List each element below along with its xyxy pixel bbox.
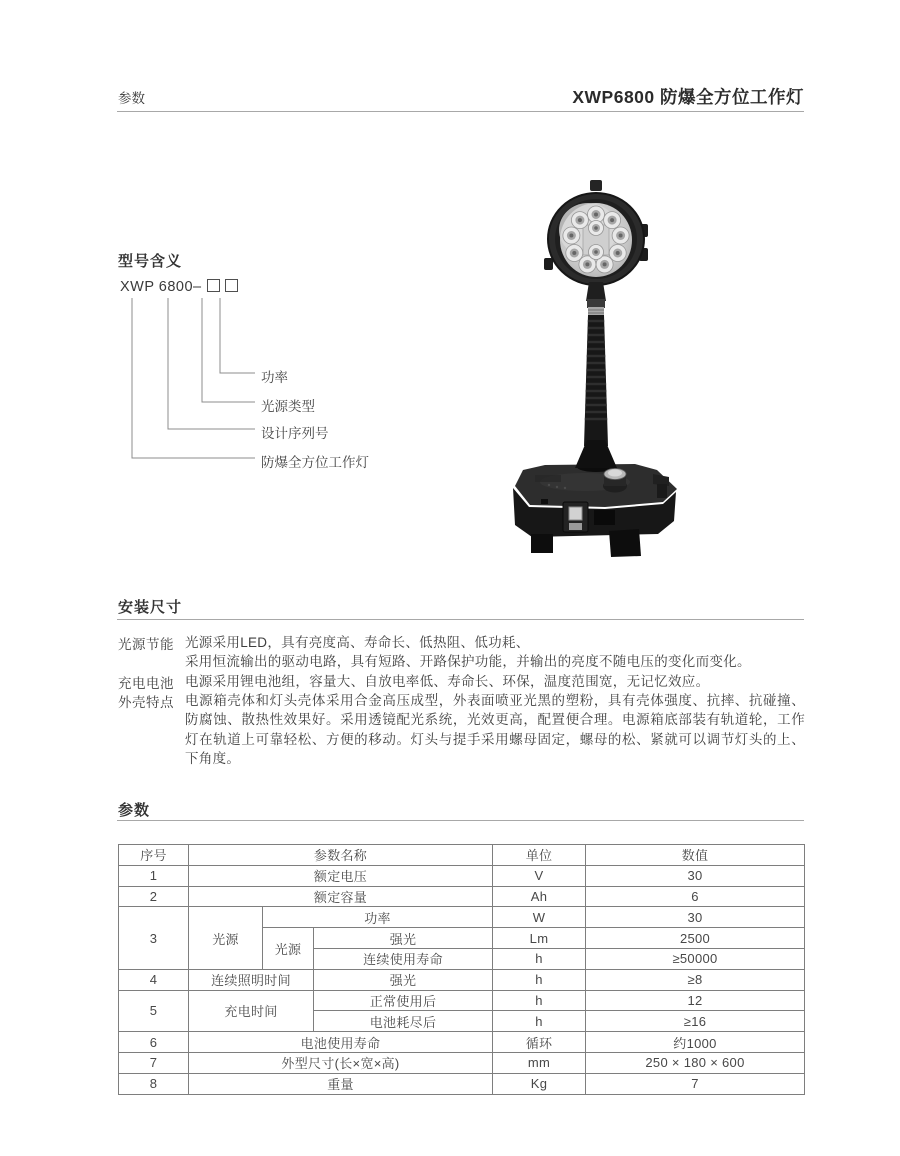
cell-unit: V — [493, 865, 586, 886]
cell-name: 额定电压 — [189, 865, 493, 886]
cell-unit: Lm — [493, 928, 586, 949]
cell-name: 电池使用寿命 — [189, 1032, 493, 1053]
feature-line: 采用恒流输出的驱动电路，具有短路、开路保护功能，并输出的亮度不随电压的变化而变化。 — [185, 654, 751, 670]
cell-group: 连续照明时间 — [189, 969, 314, 990]
diagram-label-source-type: 光源类型 — [261, 399, 315, 414]
cell-name: 额定容量 — [189, 886, 493, 907]
cell-name: 连续使用寿命 — [314, 948, 493, 969]
model-section-title: 型号含义 — [118, 253, 183, 270]
cell-name: 电池耗尽后 — [314, 1011, 493, 1032]
params-table — [118, 844, 805, 1095]
cell-no: 6 — [119, 1032, 189, 1053]
model-code-text: XWP 6800– — [120, 279, 202, 295]
front-latch — [563, 502, 588, 532]
cell-unit: W — [493, 907, 586, 928]
feature-text-light-saving — [185, 633, 805, 672]
cell-no: 5 — [119, 990, 189, 1032]
table-row — [119, 886, 805, 907]
col-header-value: 数值 — [586, 845, 805, 866]
diagram-label-product: 防爆全方位工作灯 — [261, 455, 369, 470]
cell-name: 强光 — [314, 969, 493, 990]
cell-unit: Ah — [493, 886, 586, 907]
table-row — [119, 865, 805, 886]
cell-unit: Kg — [493, 1073, 586, 1094]
cell-no: 4 — [119, 969, 189, 990]
header-section-label: 参数 — [118, 91, 145, 106]
cell-no: 2 — [119, 886, 189, 907]
feature-label-light-saving: 光源节能 — [118, 637, 174, 652]
table-row — [119, 1052, 805, 1073]
col-header-unit: 单位 — [493, 845, 586, 866]
model-placeholder-box-2 — [225, 279, 238, 292]
cell-unit: h — [493, 948, 586, 969]
feature-label-battery: 充电电池 — [118, 676, 174, 691]
cell-no: 7 — [119, 1052, 189, 1073]
cell-value: 2500 — [586, 928, 805, 949]
cell-group: 光源 — [189, 907, 263, 969]
product-photo — [485, 168, 705, 568]
cell-unit: h — [493, 990, 586, 1011]
cell-name: 强光 — [314, 928, 493, 949]
feature-text-shell: 电源箱壳体和灯头壳体采用合金高压成型，外表面喷亚光黑的塑粉，具有壳体强度、抗摔、抗碰撞、防腐蚀、散热性效果好。采用透镜配光系统，光效更高，配置便合理。电源箱底部装有轨道轮，工作灯在轨道上可靠轻松、方便的移动。灯头与提手采用螺母固定，螺母的松、紧就可以调节灯头的上、下角度。 — [185, 693, 805, 766]
cell-name: 功率 — [263, 907, 493, 928]
col-header-index: 序号 — [119, 845, 189, 866]
cell-no: 3 — [119, 907, 189, 969]
features-divider — [117, 619, 804, 620]
cell-value: 30 — [586, 907, 805, 928]
cell-unit: h — [493, 1011, 586, 1032]
cell-value: 250 × 180 × 600 — [586, 1052, 805, 1073]
feature-text-battery: 电源采用锂电池组，容量大、自放电率低、寿命长、环保，温度范围宽，无记忆效应。 — [185, 674, 710, 689]
cell-value: ≥16 — [586, 1011, 805, 1032]
table-row — [119, 1032, 805, 1053]
cell-value: 12 — [586, 990, 805, 1011]
cell-unit: 循环 — [493, 1032, 586, 1053]
cell-group: 充电时间 — [189, 990, 314, 1032]
base-knob — [603, 469, 627, 493]
table-row — [119, 1073, 805, 1094]
cell-value: 6 — [586, 886, 805, 907]
table-row — [119, 907, 805, 928]
header-divider — [117, 111, 804, 112]
cell-subgroup: 光源 — [263, 928, 314, 970]
cell-unit: h — [493, 969, 586, 990]
cell-value: 约1000 — [586, 1032, 805, 1053]
diagram-label-series: 设计序列号 — [261, 426, 329, 441]
table-row — [119, 969, 805, 990]
feature-line: 光源采用LED，具有亮度高、寿命长、低热阻、低功耗、 — [185, 635, 530, 650]
table-row — [119, 990, 805, 1011]
lamp-head — [544, 180, 648, 285]
table-header-row — [119, 845, 805, 866]
feature-label-shell: 外壳特点 — [118, 695, 174, 710]
cell-name: 外型尺寸(长×宽×高) — [189, 1052, 493, 1073]
cell-no: 8 — [119, 1073, 189, 1094]
cell-no: 1 — [119, 865, 189, 886]
lamp-pole — [580, 282, 612, 446]
cell-name: 正常使用后 — [314, 990, 493, 1011]
cell-value: 30 — [586, 865, 805, 886]
model-placeholder-box-1 — [207, 279, 220, 292]
base-box — [513, 440, 677, 557]
model-code — [120, 279, 238, 295]
features-section-title: 安装尺寸 — [118, 599, 183, 616]
cell-value: ≥50000 — [586, 948, 805, 969]
page-title: XWP6800 防爆全方位工作灯 — [572, 87, 804, 107]
cell-value: ≥8 — [586, 969, 805, 990]
cell-value: 7 — [586, 1073, 805, 1094]
diagram-label-power: 功率 — [261, 370, 288, 385]
cell-unit: mm — [493, 1052, 586, 1073]
params-section-title: 参数 — [118, 802, 151, 819]
cell-name: 重量 — [189, 1073, 493, 1094]
params-divider — [117, 820, 804, 821]
col-header-name: 参数名称 — [189, 845, 493, 866]
